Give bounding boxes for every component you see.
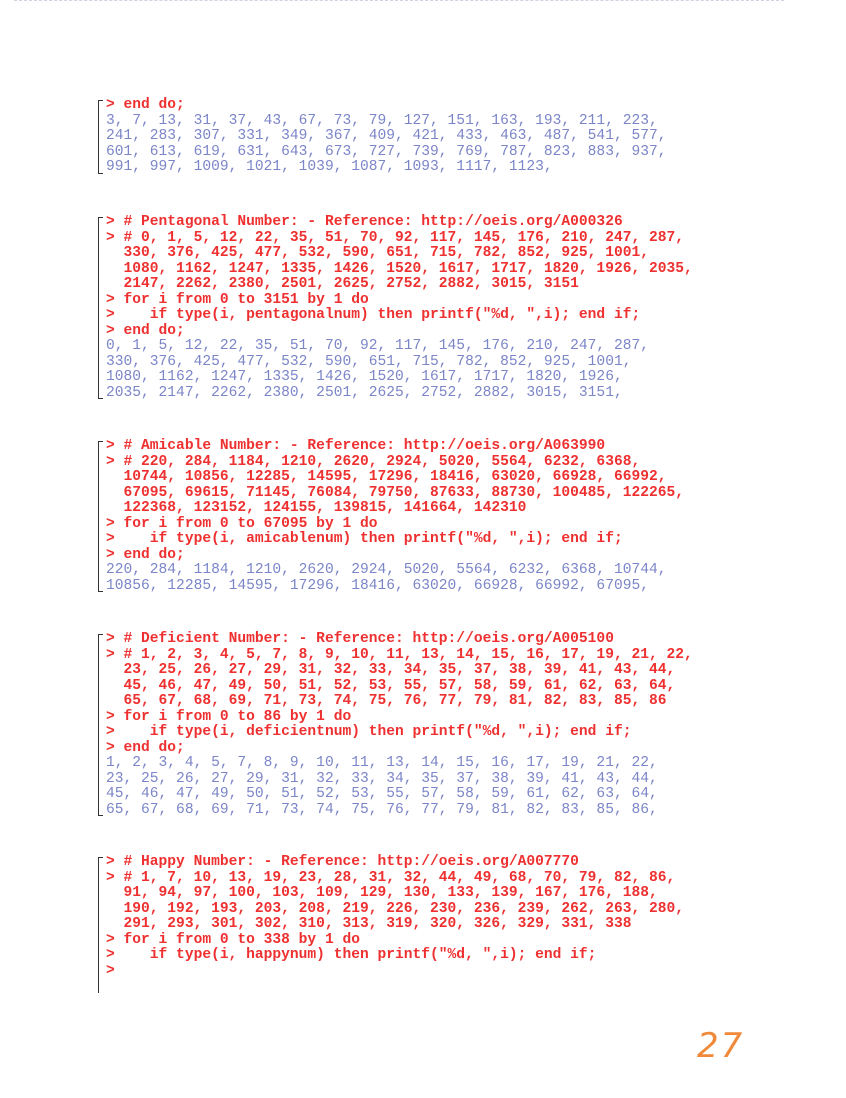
input-line[interactable]: 65, 67, 68, 69, 71, 73, 74, 75, 76, 77, 79, 81, 82, 83, 85, 86 xyxy=(106,693,667,709)
top-divider xyxy=(14,0,784,2)
input-line[interactable]: 67095, 69615, 71145, 76084, 79750, 87633, 88730, 100485, 122265, xyxy=(106,484,685,501)
input-line[interactable]: > # Deficient Number: - Reference: http://oeis.org/A005100 xyxy=(106,631,614,647)
input-line[interactable]: > # 1, 2, 3, 4, 5, 7, 8, 9, 10, 11, 13, 14, 15, 16, 17, 19, 21, 22, xyxy=(106,646,693,663)
input-line[interactable]: > # 0, 1, 5, 12, 22, 35, 51, 70, 92, 117, 145, 176, 210, 247, 287, xyxy=(106,229,685,246)
input-line[interactable]: > end do; xyxy=(106,97,185,113)
input-line[interactable]: > end do; xyxy=(106,739,185,756)
input-line[interactable]: > end do; xyxy=(106,546,185,563)
input-line[interactable]: 10744, 10856, 12285, 14595, 17296, 18416, 63020, 66928, 66992, xyxy=(106,469,667,485)
output-line: 23, 25, 26, 27, 29, 31, 32, 33, 34, 35, 37, 38, 39, 41, 43, 44, xyxy=(106,770,658,787)
input-line[interactable]: 190, 192, 193, 203, 208, 219, 226, 230, 236, 239, 262, 263, 280, xyxy=(106,900,685,917)
input-line[interactable]: > if type(i, happynum) then printf("%d, ",i); end if; xyxy=(106,947,597,963)
output-line: 991, 997, 1009, 1021, 1039, 1087, 1093, 1117, 1123, xyxy=(106,159,553,175)
input-line[interactable]: > # Happy Number: - Reference: http://oeis.org/A007770 xyxy=(106,854,579,870)
input-line[interactable]: 291, 293, 301, 302, 310, 313, 319, 320, 326, 329, 331, 338 xyxy=(106,916,632,932)
execution-group-pentagonal[interactable] xyxy=(98,215,693,401)
input-line[interactable]: 1080, 1162, 1247, 1335, 1426, 1520, 1617, 1717, 1820, 1926, 2035, xyxy=(106,260,693,277)
input-line[interactable]: > if type(i, pentagonalnum) then printf("%d, ",i); end if; xyxy=(106,307,641,323)
output-line: 220, 284, 1184, 1210, 2620, 2924, 5020, 5564, 6232, 6368, 10744, xyxy=(106,562,667,578)
input-line[interactable]: > # Pentagonal Number: - Reference: http://oeis.org/A000326 xyxy=(106,214,623,230)
output-line: 45, 46, 47, 49, 50, 51, 52, 53, 55, 57, 58, 59, 61, 62, 63, 64, xyxy=(106,786,658,802)
input-line[interactable]: > if type(i, deficientnum) then printf("%d, ",i); end if; xyxy=(106,724,632,740)
input-line[interactable]: > if type(i, amicablenum) then printf("%d, ",i); end if; xyxy=(106,531,623,547)
input-line[interactable]: > # 220, 284, 1184, 1210, 2620, 2924, 5020, 5564, 6232, 6368, xyxy=(106,453,641,470)
input-line[interactable]: > for i from 0 to 3151 by 1 do xyxy=(106,291,369,308)
output-line: 330, 376, 425, 477, 532, 590, 651, 715, 782, 852, 925, 1001, xyxy=(106,353,632,370)
input-line[interactable]: 122368, 123152, 124155, 139815, 141664, 142310 xyxy=(106,500,527,516)
input-line[interactable]: 45, 46, 47, 49, 50, 51, 52, 53, 55, 57, 58, 59, 61, 62, 63, 64, xyxy=(106,677,676,694)
group-bracket[interactable] xyxy=(98,857,103,993)
input-line[interactable]: 330, 376, 425, 477, 532, 590, 651, 715, 782, 852, 925, 1001, xyxy=(106,245,649,261)
execution-group-prime-tail[interactable] xyxy=(98,98,667,176)
input-line[interactable]: > # 1, 7, 10, 13, 19, 23, 28, 31, 32, 44, 49, 68, 70, 79, 82, 86, xyxy=(106,869,676,886)
output-line: 1, 2, 3, 4, 5, 7, 8, 9, 10, 11, 13, 14, 15, 16, 17, 19, 21, 22, xyxy=(106,755,658,771)
output-line: 601, 613, 619, 631, 643, 673, 727, 739, 769, 787, 823, 883, 937, xyxy=(106,143,667,160)
page-number: 27 xyxy=(697,1026,745,1066)
input-line[interactable]: 91, 94, 97, 100, 103, 109, 129, 130, 133, 139, 167, 176, 188, xyxy=(106,885,658,901)
input-line[interactable]: > end do; xyxy=(106,322,185,339)
input-line[interactable]: 23, 25, 26, 27, 29, 31, 32, 33, 34, 35, 37, 38, 39, 41, 43, 44, xyxy=(106,662,676,678)
output-line: 0, 1, 5, 12, 22, 35, 51, 70, 92, 117, 145, 176, 210, 247, 287, xyxy=(106,338,649,354)
group-bracket[interactable] xyxy=(98,441,103,592)
output-line: 1080, 1162, 1247, 1335, 1426, 1520, 1617, 1717, 1820, 1926, xyxy=(106,369,623,385)
group-bracket[interactable] xyxy=(98,634,103,816)
input-line[interactable]: > xyxy=(106,962,115,979)
input-line[interactable]: > for i from 0 to 86 by 1 do xyxy=(106,708,352,725)
output-line: 2035, 2147, 2262, 2380, 2501, 2625, 2752, 2882, 3015, 3151, xyxy=(106,384,623,401)
execution-group-deficient[interactable] xyxy=(98,632,693,818)
output-line: 3, 7, 13, 31, 37, 43, 67, 73, 79, 127, 151, 163, 193, 211, 223, xyxy=(106,112,658,129)
execution-group-amicable[interactable] xyxy=(98,439,684,594)
input-line[interactable]: > for i from 0 to 67095 by 1 do xyxy=(106,515,378,532)
input-line[interactable]: > # Amicable Number: - Reference: http://oeis.org/A063990 xyxy=(106,438,606,454)
input-line[interactable]: 2147, 2262, 2380, 2501, 2625, 2752, 2882, 3015, 3151 xyxy=(106,276,579,292)
group-bracket[interactable] xyxy=(98,217,103,399)
group-bracket[interactable] xyxy=(98,100,103,174)
output-line: 10856, 12285, 14595, 17296, 18416, 63020, 66928, 66992, 67095, xyxy=(106,577,649,594)
output-line: 65, 67, 68, 69, 71, 73, 74, 75, 76, 77, 79, 81, 82, 83, 85, 86, xyxy=(106,801,658,818)
output-line: 241, 283, 307, 331, 349, 367, 409, 421, 433, 463, 487, 541, 577, xyxy=(106,128,667,144)
execution-group-happy[interactable] xyxy=(98,855,684,995)
input-line[interactable]: > for i from 0 to 338 by 1 do xyxy=(106,931,360,948)
